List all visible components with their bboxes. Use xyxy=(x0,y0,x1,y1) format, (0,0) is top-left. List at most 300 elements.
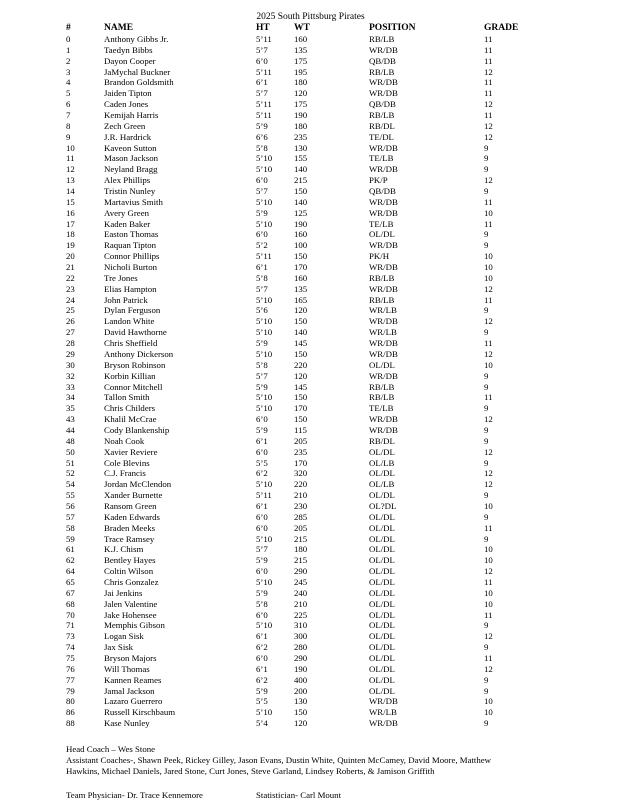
player-weight: 235 xyxy=(294,131,308,142)
player-weight: 120 xyxy=(294,88,308,99)
player-height: 5’2 xyxy=(256,240,268,251)
player-height: 6’1 xyxy=(256,500,268,511)
player-name: David Hawthorne xyxy=(104,327,167,338)
player-number: 51 xyxy=(66,457,75,468)
player-height: 5’10 xyxy=(256,707,273,718)
player-weight: 175 xyxy=(294,55,308,66)
table-row xyxy=(0,360,621,371)
player-grade: 12 xyxy=(484,120,493,131)
player-height: 6’1 xyxy=(256,262,268,273)
player-height: 5’10 xyxy=(256,403,273,414)
player-height: 5’7 xyxy=(256,186,268,197)
player-number: 32 xyxy=(66,370,75,381)
player-grade: 12 xyxy=(484,66,493,77)
player-weight: 210 xyxy=(294,490,308,501)
player-number: 75 xyxy=(66,652,75,663)
header-number: # xyxy=(66,23,71,33)
player-position: WR/DB xyxy=(369,370,398,381)
player-weight: 170 xyxy=(294,403,308,414)
player-weight: 135 xyxy=(294,283,308,294)
table-row xyxy=(0,610,621,621)
player-name: Jordan McClendon xyxy=(104,479,172,490)
player-weight: 280 xyxy=(294,642,308,653)
head-coach: Head Coach – Wes Stone xyxy=(66,744,156,754)
table-row xyxy=(0,392,621,403)
player-position: WR/DB xyxy=(369,338,398,349)
player-name: Mason Jackson xyxy=(104,153,158,164)
player-height: 6’0 xyxy=(256,446,268,457)
player-position: OL/DL xyxy=(369,642,395,653)
player-grade: 10 xyxy=(484,598,493,609)
player-position: OL/DL xyxy=(369,544,395,555)
player-name: Jax Sisk xyxy=(104,642,134,653)
player-grade: 12 xyxy=(484,283,493,294)
player-name: Tre Jones xyxy=(104,272,138,283)
player-weight: 140 xyxy=(294,164,308,175)
player-height: 5’7 xyxy=(256,88,268,99)
player-name: Tallon Smith xyxy=(104,392,150,403)
player-position: OL/DL xyxy=(369,555,395,566)
table-row xyxy=(0,208,621,219)
player-name: Alex Phillips xyxy=(104,175,151,186)
player-weight: 160 xyxy=(294,229,308,240)
player-weight: 155 xyxy=(294,153,308,164)
player-name: Xander Burnette xyxy=(104,490,163,501)
player-height: 6’0 xyxy=(256,175,268,186)
table-row xyxy=(0,88,621,99)
table-row xyxy=(0,696,621,707)
player-height: 6’6 xyxy=(256,131,268,142)
player-position: OL/DL xyxy=(369,685,395,696)
player-grade: 10 xyxy=(484,696,493,707)
table-row xyxy=(0,45,621,56)
player-grade: 11 xyxy=(484,196,493,207)
player-name: Cole Blevins xyxy=(104,457,150,468)
table-row xyxy=(0,425,621,436)
table-row xyxy=(0,175,621,186)
player-weight: 180 xyxy=(294,77,308,88)
player-number: 29 xyxy=(66,348,75,359)
player-position: TE/LB xyxy=(369,403,394,414)
player-weight: 150 xyxy=(294,186,308,197)
player-weight: 150 xyxy=(294,348,308,359)
player-height: 6’2 xyxy=(256,674,268,685)
player-weight: 160 xyxy=(294,34,308,44)
table-row xyxy=(0,67,621,78)
player-name: Martavius Smith xyxy=(104,196,163,207)
player-height: 6’0 xyxy=(256,566,268,577)
table-row xyxy=(0,490,621,501)
team-physician: Team Physician- Dr. Trace Kennemore xyxy=(66,790,203,800)
table-row xyxy=(0,110,621,121)
player-weight: 215 xyxy=(294,533,308,544)
player-name: Kase Nunley xyxy=(104,718,150,729)
player-name: Lazaro Guerrero xyxy=(104,696,163,707)
player-height: 5’10 xyxy=(256,392,273,403)
player-height: 5’9 xyxy=(256,685,268,696)
player-weight: 150 xyxy=(294,316,308,327)
player-number: 18 xyxy=(66,229,75,240)
player-name: Neyland Bragg xyxy=(104,164,158,175)
table-row xyxy=(0,186,621,197)
player-name: Coltin Wilson xyxy=(104,566,154,577)
player-position: WR/DB xyxy=(369,348,398,359)
player-weight: 120 xyxy=(294,305,308,316)
player-name: Korbin Killian xyxy=(104,370,156,381)
player-name: JaMychal Buckner xyxy=(104,66,171,77)
player-position: QB/DB xyxy=(369,186,396,197)
player-grade: 9 xyxy=(484,490,489,501)
assistant-coaches-line-1: Assistant Coaches-, Shawn Peek, Rickey Gilley, Jason Evans, Dustin White, Quinten McCamey, David Moore, Matthew xyxy=(66,755,492,765)
player-number: 68 xyxy=(66,598,75,609)
player-height: 5’6 xyxy=(256,305,268,316)
player-weight: 300 xyxy=(294,631,308,642)
player-name: Kaden Baker xyxy=(104,218,151,229)
player-number: 28 xyxy=(66,338,75,349)
player-weight: 165 xyxy=(294,294,308,305)
table-row xyxy=(0,229,621,240)
player-position: RB/DL xyxy=(369,435,395,446)
player-number: 15 xyxy=(66,196,75,207)
player-position: WR/LB xyxy=(369,305,397,316)
player-name: Chris Childers xyxy=(104,403,156,414)
player-grade: 11 xyxy=(484,609,493,620)
player-grade: 9 xyxy=(484,642,489,653)
player-grade: 9 xyxy=(484,511,489,522)
table-row xyxy=(0,403,621,414)
table-row xyxy=(0,273,621,284)
player-weight: 145 xyxy=(294,381,308,392)
player-position: OL/LB xyxy=(369,479,395,490)
player-position: OL/LB xyxy=(369,457,395,468)
player-weight: 180 xyxy=(294,544,308,555)
player-name: Landon White xyxy=(104,316,155,327)
player-number: 25 xyxy=(66,305,75,316)
player-height: 5’9 xyxy=(256,381,268,392)
player-number: 34 xyxy=(66,392,75,403)
player-grade: 11 xyxy=(484,294,493,305)
player-weight: 150 xyxy=(294,414,308,425)
player-number: 80 xyxy=(66,696,75,707)
player-grade: 9 xyxy=(484,718,489,729)
table-row xyxy=(0,620,621,631)
player-height: 6’0 xyxy=(256,652,268,663)
player-grade: 11 xyxy=(484,392,493,403)
player-weight: 135 xyxy=(294,44,308,55)
player-position: WR/DB xyxy=(369,196,398,207)
player-position: WR/DB xyxy=(369,262,398,273)
player-grade: 12 xyxy=(484,479,493,490)
player-weight: 150 xyxy=(294,707,308,718)
player-grade: 11 xyxy=(484,77,493,88)
player-weight: 215 xyxy=(294,555,308,566)
player-number: 23 xyxy=(66,283,75,294)
player-number: 48 xyxy=(66,435,75,446)
player-grade: 11 xyxy=(484,652,493,663)
player-grade: 11 xyxy=(484,576,493,587)
player-height: 5’11 xyxy=(256,99,272,110)
player-height: 5’7 xyxy=(256,544,268,555)
player-grade: 11 xyxy=(484,44,493,55)
player-position: OL/DL xyxy=(369,490,395,501)
player-height: 5’10 xyxy=(256,348,273,359)
player-name: Jalen Valentine xyxy=(104,598,158,609)
player-position: QB/DB xyxy=(369,99,396,110)
player-number: 13 xyxy=(66,175,75,186)
table-row xyxy=(0,327,621,338)
player-number: 8 xyxy=(66,120,71,131)
player-name: Chris Sheffield xyxy=(104,338,158,349)
player-name: Tristin Nunley xyxy=(104,186,156,197)
player-name: Dylan Ferguson xyxy=(104,305,161,316)
header-height: HT xyxy=(256,23,270,33)
player-number: 14 xyxy=(66,186,75,197)
player-height: 5’8 xyxy=(256,359,268,370)
table-row xyxy=(0,599,621,610)
player-grade: 12 xyxy=(484,99,493,110)
player-height: 5’9 xyxy=(256,555,268,566)
player-height: 5’8 xyxy=(256,272,268,283)
player-position: OL/DL xyxy=(369,631,395,642)
player-name: Anthony Dickerson xyxy=(104,348,174,359)
player-number: 70 xyxy=(66,609,75,620)
player-number: 5 xyxy=(66,88,71,99)
player-position: OL/DL xyxy=(369,609,395,620)
player-number: 6 xyxy=(66,99,71,110)
player-grade: 9 xyxy=(484,240,489,251)
player-grade: 9 xyxy=(484,674,489,685)
player-height: 5’10 xyxy=(256,327,273,338)
player-weight: 175 xyxy=(294,99,308,110)
player-weight: 190 xyxy=(294,110,308,121)
player-number: 74 xyxy=(66,642,75,653)
player-weight: 320 xyxy=(294,468,308,479)
player-number: 9 xyxy=(66,131,71,142)
player-grade: 9 xyxy=(484,685,489,696)
player-grade: 11 xyxy=(484,55,493,66)
player-height: 6’0 xyxy=(256,414,268,425)
player-position: RB/LB xyxy=(369,294,395,305)
player-number: 57 xyxy=(66,511,75,522)
player-weight: 130 xyxy=(294,142,308,153)
player-height: 5’10 xyxy=(256,479,273,490)
player-number: 65 xyxy=(66,576,75,587)
table-row xyxy=(0,338,621,349)
player-position: WR/DB xyxy=(369,424,398,435)
player-number: 79 xyxy=(66,685,75,696)
player-number: 24 xyxy=(66,294,75,305)
player-name: K.J. Chism xyxy=(104,544,144,555)
player-weight: 210 xyxy=(294,598,308,609)
player-number: 44 xyxy=(66,424,75,435)
player-name: Kaden Edwards xyxy=(104,511,160,522)
table-row xyxy=(0,718,621,729)
table-row xyxy=(0,143,621,154)
player-number: 27 xyxy=(66,327,75,338)
player-position: PK/H xyxy=(369,251,390,262)
player-name: Kemijah Harris xyxy=(104,110,159,121)
player-weight: 150 xyxy=(294,251,308,262)
player-grade: 9 xyxy=(484,305,489,316)
table-row xyxy=(0,305,621,316)
player-height: 6’1 xyxy=(256,631,268,642)
player-position: WR/LB xyxy=(369,707,397,718)
player-position: RB/LB xyxy=(369,381,395,392)
player-grade: 11 xyxy=(484,110,493,121)
player-name: Kaveon Sutton xyxy=(104,142,157,153)
player-position: OL/DL xyxy=(369,587,395,598)
player-weight: 235 xyxy=(294,446,308,457)
player-position: WR/DB xyxy=(369,283,398,294)
player-height: 5’8 xyxy=(256,142,268,153)
player-number: 61 xyxy=(66,544,75,555)
player-name: Khalil McCrae xyxy=(104,414,157,425)
player-weight: 100 xyxy=(294,240,308,251)
player-number: 54 xyxy=(66,479,75,490)
table-row xyxy=(0,219,621,230)
table-row xyxy=(0,295,621,306)
player-name: Easton Thomas xyxy=(104,229,159,240)
player-height: 6’1 xyxy=(256,663,268,674)
roster-table xyxy=(0,34,621,729)
player-number: 0 xyxy=(66,34,71,44)
player-position: RB/LB xyxy=(369,66,395,77)
player-grade: 9 xyxy=(484,424,489,435)
table-row xyxy=(0,523,621,534)
player-weight: 140 xyxy=(294,327,308,338)
player-grade: 12 xyxy=(484,414,493,425)
assistant-coaches-line-2: Hawkins, Michael Daniels, Jared Stone, Curt Jones, Steve Garland, Lindsey Roberts, & Jamison Griffith xyxy=(66,765,435,776)
player-grade: 12 xyxy=(484,316,493,327)
player-weight: 120 xyxy=(294,718,308,729)
player-position: RB/LB xyxy=(369,34,395,44)
player-number: 26 xyxy=(66,316,75,327)
table-row xyxy=(0,316,621,327)
player-height: 5’7 xyxy=(256,44,268,55)
player-name: Raquan Tipton xyxy=(104,240,157,251)
table-row xyxy=(0,642,621,653)
player-grade: 10 xyxy=(484,544,493,555)
player-name: Jamal Jackson xyxy=(104,685,155,696)
player-height: 6’0 xyxy=(256,229,268,240)
player-position: OL/DL xyxy=(369,446,395,457)
player-position: WR/DB xyxy=(369,696,398,707)
player-position: OL/DL xyxy=(369,566,395,577)
table-row xyxy=(0,56,621,67)
player-grade: 9 xyxy=(484,381,489,392)
table-row xyxy=(0,414,621,425)
player-position: WR/DB xyxy=(369,414,398,425)
player-position: OL/DL xyxy=(369,620,395,631)
player-weight: 400 xyxy=(294,674,308,685)
player-height: 6’1 xyxy=(256,77,268,88)
player-height: 6’0 xyxy=(256,522,268,533)
player-name: Elias Hampton xyxy=(104,283,157,294)
player-number: 43 xyxy=(66,414,75,425)
player-height: 5’10 xyxy=(256,533,273,544)
player-position: WR/DB xyxy=(369,77,398,88)
player-weight: 180 xyxy=(294,120,308,131)
player-height: 5’7 xyxy=(256,370,268,381)
player-number: 17 xyxy=(66,218,75,229)
player-height: 5’9 xyxy=(256,587,268,598)
player-weight: 130 xyxy=(294,696,308,707)
player-position: OL/DL xyxy=(369,229,395,240)
player-weight: 310 xyxy=(294,620,308,631)
player-name: Caden Jones xyxy=(104,99,149,110)
table-row xyxy=(0,371,621,382)
table-row xyxy=(0,436,621,447)
player-name: Taedyn Bibbs xyxy=(104,44,153,55)
player-number: 12 xyxy=(66,164,75,175)
table-row xyxy=(0,675,621,686)
table-row xyxy=(0,566,621,577)
player-grade: 10 xyxy=(484,359,493,370)
player-height: 5’11 xyxy=(256,110,272,121)
table-row xyxy=(0,468,621,479)
player-position: OL/DL xyxy=(369,511,395,522)
table-row xyxy=(0,458,621,469)
table-row xyxy=(0,99,621,110)
player-grade: 11 xyxy=(484,338,493,349)
player-weight: 190 xyxy=(294,218,308,229)
player-weight: 230 xyxy=(294,500,308,511)
player-number: 52 xyxy=(66,468,75,479)
player-name: Jaiden Tipton xyxy=(104,88,152,99)
player-weight: 245 xyxy=(294,576,308,587)
table-row xyxy=(0,164,621,175)
player-position: OL/DL xyxy=(369,359,395,370)
player-height: 5’4 xyxy=(256,718,268,729)
player-position: OL?DL xyxy=(369,500,397,511)
player-grade: 12 xyxy=(484,566,493,577)
player-grade: 10 xyxy=(484,207,493,218)
player-name: Connor Mitchell xyxy=(104,381,163,392)
player-name: Jake Hohensee xyxy=(104,609,157,620)
player-height: 6’0 xyxy=(256,511,268,522)
player-height: 5’9 xyxy=(256,207,268,218)
header-name: NAME xyxy=(104,23,134,33)
player-height: 5’11 xyxy=(256,251,272,262)
table-row xyxy=(0,284,621,295)
player-weight: 170 xyxy=(294,262,308,273)
player-number: 4 xyxy=(66,77,71,88)
player-grade: 9 xyxy=(484,153,489,164)
table-row xyxy=(0,132,621,143)
player-number: 3 xyxy=(66,66,71,77)
player-position: WR/DB xyxy=(369,316,398,327)
player-weight: 200 xyxy=(294,685,308,696)
player-number: 33 xyxy=(66,381,75,392)
player-number: 67 xyxy=(66,587,75,598)
player-weight: 220 xyxy=(294,479,308,490)
player-name: Nicholi Burton xyxy=(104,262,158,273)
player-number: 22 xyxy=(66,272,75,283)
player-grade: 12 xyxy=(484,446,493,457)
player-name: Russell Kirschbaum xyxy=(104,707,176,718)
player-position: OL/DL xyxy=(369,522,395,533)
player-number: 55 xyxy=(66,490,75,501)
player-number: 30 xyxy=(66,359,75,370)
player-weight: 225 xyxy=(294,609,308,620)
player-number: 59 xyxy=(66,533,75,544)
player-name: Will Thomas xyxy=(104,663,150,674)
player-name: Avery Green xyxy=(104,207,150,218)
player-number: 20 xyxy=(66,251,75,262)
player-name: J.R. Hardrick xyxy=(104,131,152,142)
table-row xyxy=(0,534,621,545)
header-grade: GRADE xyxy=(484,23,519,33)
